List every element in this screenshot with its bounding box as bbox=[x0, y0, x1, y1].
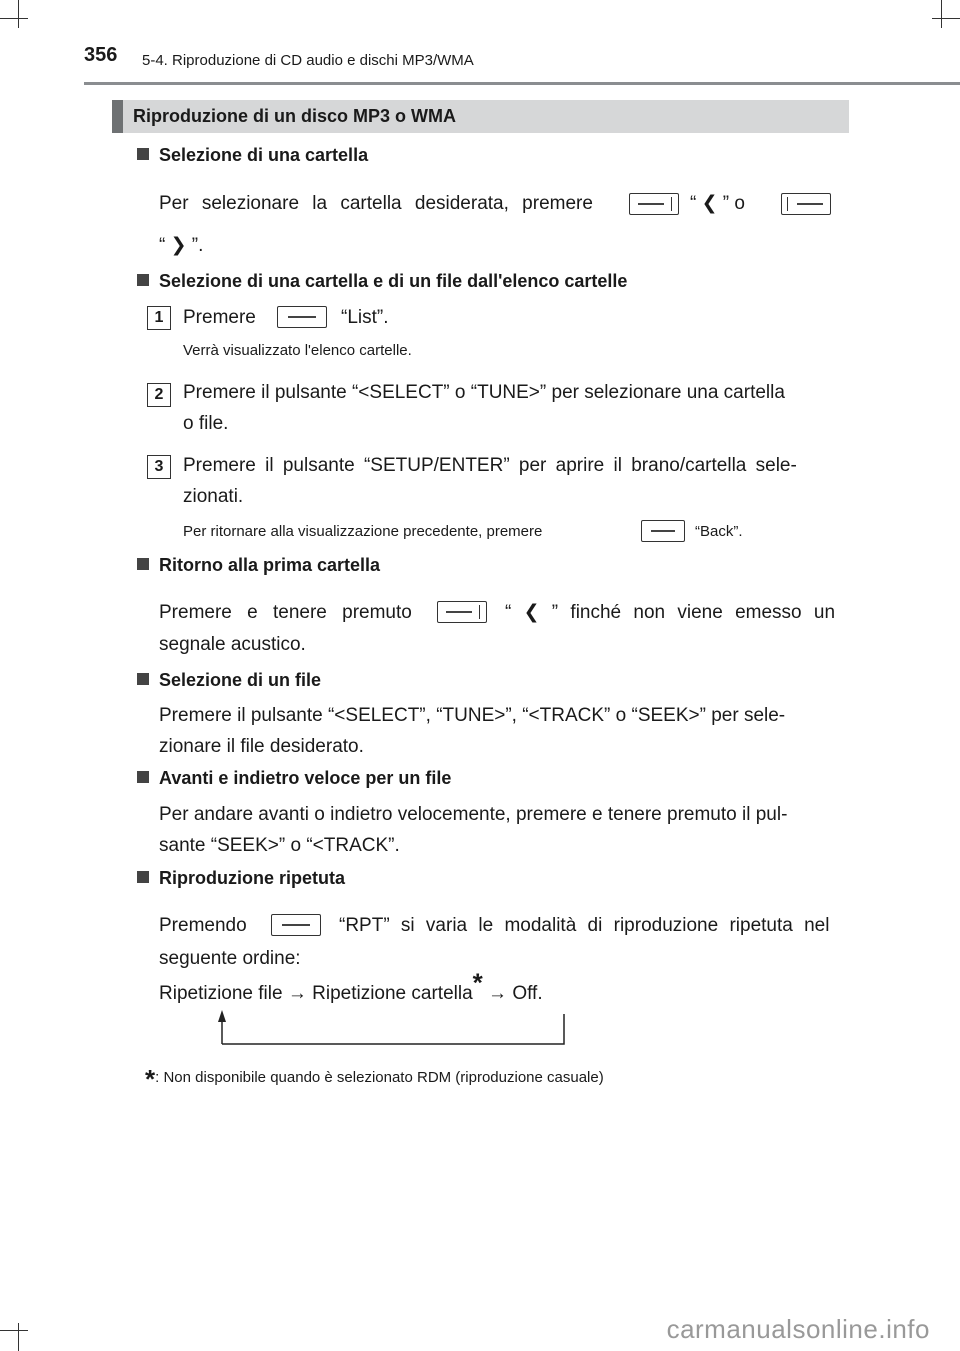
crop-mark bbox=[0, 18, 28, 19]
folder-up-label: “ ❯ ”. bbox=[159, 235, 204, 256]
folder-down-label: “ ❮ ” o bbox=[690, 193, 745, 214]
step-number-2: 2 bbox=[147, 383, 171, 407]
heading-file-select: Selezione di un file bbox=[137, 670, 321, 691]
crop-mark bbox=[18, 0, 19, 28]
rpt-button-icon bbox=[271, 914, 321, 936]
first-folder-text-b: “ ❮ ” finché non viene emesso un bbox=[505, 602, 836, 623]
heading-folder-select: Selezione di una cartella bbox=[137, 145, 368, 166]
square-bullet-icon bbox=[137, 673, 149, 685]
square-bullet-icon bbox=[137, 148, 149, 160]
repeat-sequence: Ripetizione file → Ripetizione cartella* → Off. bbox=[159, 967, 543, 1004]
step-number-3: 3 bbox=[147, 455, 171, 479]
square-bullet-icon bbox=[137, 274, 149, 286]
back-button-icon bbox=[641, 520, 685, 542]
repeat-text-c: seguente ordine: bbox=[159, 948, 301, 969]
step2-text: Premere il pulsante “<SELECT” o “TUNE>” per selezionare una cartella o file. bbox=[183, 382, 785, 434]
repeat-text-b: “RPT” si varia le modalità di riproduzione ripetuta nel bbox=[339, 915, 830, 936]
list-button-icon bbox=[277, 306, 327, 328]
section-title: Riproduzione di un disco MP3 o WMA bbox=[133, 106, 456, 126]
page-number: 356 bbox=[84, 44, 118, 66]
crop-mark bbox=[18, 1323, 19, 1351]
step-number-1: 1 bbox=[147, 306, 171, 330]
seek-down-button-icon bbox=[629, 193, 679, 215]
seek-down-button-icon bbox=[437, 601, 487, 623]
chapter-title: 5-4. Riproduzione di CD audio e dischi MP3/WMA bbox=[142, 52, 474, 69]
heading-fast-seek: Avanti e indietro veloce per un file bbox=[137, 768, 451, 789]
heading-folder-file-list: Selezione di una cartella e di un file dall'elenco cartelle bbox=[137, 271, 627, 292]
section-accent bbox=[112, 100, 123, 133]
repeat-cycle-arrow bbox=[212, 1010, 572, 1050]
header-rule bbox=[84, 82, 960, 85]
square-bullet-icon bbox=[137, 871, 149, 883]
step1-note: Verrà visualizzato l'elenco cartelle. bbox=[183, 342, 412, 359]
crop-mark bbox=[0, 1330, 28, 1331]
step3-note-a: Per ritornare alla visualizzazione precedente, premere bbox=[183, 523, 543, 540]
square-bullet-icon bbox=[137, 771, 149, 783]
step3-note-b: “Back”. bbox=[695, 523, 743, 540]
section-header bbox=[112, 100, 849, 133]
asterisk-mark: * bbox=[472, 967, 483, 998]
first-folder-text-c: segnale acustico. bbox=[159, 634, 306, 655]
step3-text: Premere il pulsante “SETUP/ENTER” per aprire il brano/cartella sele- zionati. bbox=[183, 455, 797, 507]
seek-up-button-icon bbox=[781, 193, 831, 215]
repeat-text-a: Premendo bbox=[159, 915, 247, 936]
step1-text-a: Premere bbox=[183, 307, 256, 328]
fast-seek-text: Per andare avanti o indietro velocemente, premere e tenere premuto il pul- sante “SEEK>” o “<TRACK”. bbox=[159, 804, 788, 856]
folder-select-text: Per selezionare la cartella desiderata, premere bbox=[159, 193, 593, 214]
heading-first-folder: Ritorno alla prima cartella bbox=[137, 555, 380, 576]
step1-text-b: “List”. bbox=[341, 307, 389, 328]
footnote: *: Non disponibile quando è selezionato RDM (riproduzione casuale) bbox=[145, 1064, 604, 1094]
square-bullet-icon bbox=[137, 558, 149, 570]
file-select-text: Premere il pulsante “<SELECT”, “TUNE>”, “<TRACK” o “SEEK>” per sele- zionare il file desiderato. bbox=[159, 705, 786, 757]
first-folder-text-a: Premere e tenere premuto bbox=[159, 602, 412, 623]
crop-mark bbox=[941, 0, 942, 28]
cycle-line bbox=[222, 1014, 564, 1044]
heading-repeat: Riproduzione ripetuta bbox=[137, 868, 345, 889]
crop-mark bbox=[932, 18, 960, 19]
watermark: carmanualsonline.info bbox=[666, 1314, 930, 1344]
arrow-head-icon bbox=[218, 1010, 226, 1022]
